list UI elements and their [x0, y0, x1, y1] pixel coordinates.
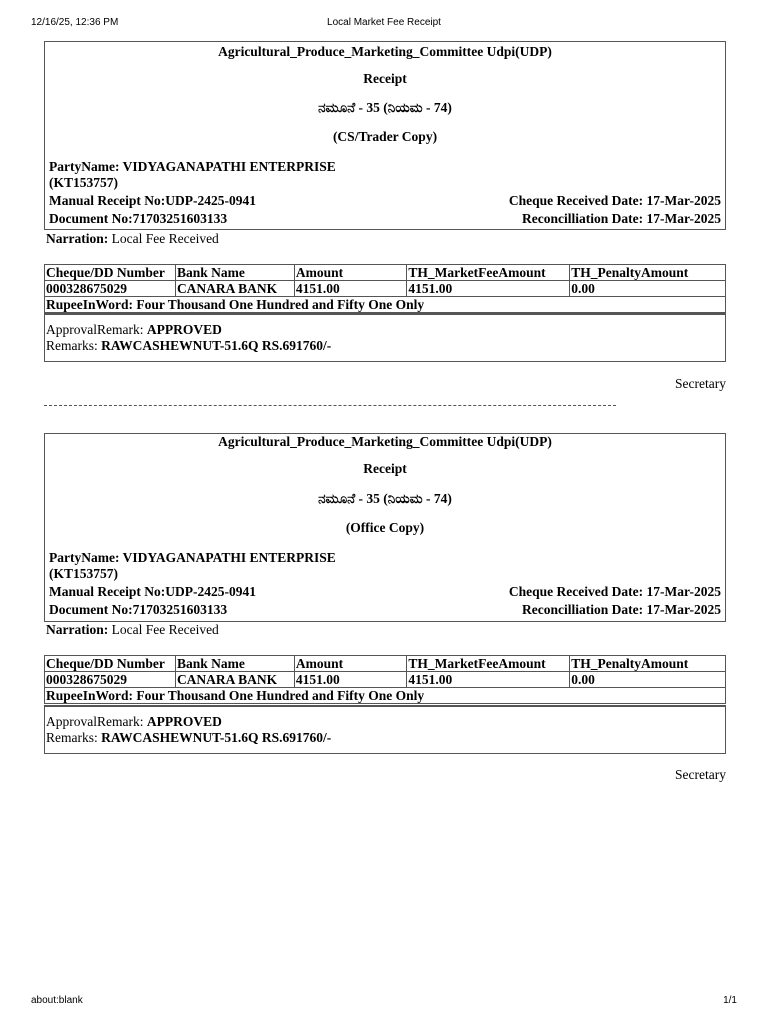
approval-value: APPROVED	[146, 322, 222, 337]
print-title: Local Market Fee Receipt	[327, 17, 441, 28]
table-header-cell: Amount	[294, 265, 407, 281]
table-header-cell: Bank Name	[175, 656, 294, 672]
rupee-in-word: RupeeInWord: Four Thousand One Hundred and Fifty One Only	[45, 297, 726, 313]
rupee-word-row	[45, 297, 726, 313]
party-code: (KT153757)	[49, 175, 118, 190]
copy-type: (Office Copy)	[345, 520, 425, 535]
cut-line-divider	[44, 405, 616, 406]
receipt-heading: Receipt	[363, 461, 407, 476]
receipt-office-copy	[44, 433, 726, 782]
bank-name-cell: CANARA BANK	[175, 672, 294, 688]
table-header-cell: Amount	[294, 656, 407, 672]
print-url: about:blank	[31, 995, 83, 1006]
narration-value: Local Fee Received	[111, 622, 219, 637]
penalty-cell: 0.00	[570, 672, 726, 688]
table-row	[45, 672, 726, 688]
secretary-signatory: Secretary	[675, 376, 726, 391]
table-header-row	[45, 656, 726, 672]
document-no: Document No:71703251603133	[49, 211, 228, 226]
table-header-cell: TH_PenaltyAmount	[570, 656, 726, 672]
approval-label: ApprovalRemark:	[46, 714, 144, 729]
table-header-cell: Cheque/DD Number	[45, 656, 176, 672]
payment-table	[44, 264, 726, 313]
print-header	[0, 17, 768, 31]
approval-remark	[46, 322, 724, 338]
committee-name: Agricultural_Produce_Marketing_Committee Udpi(UDP)	[218, 44, 552, 59]
receipt-header-box	[44, 433, 726, 622]
rupee-in-word: RupeeInWord: Four Thousand One Hundred and Fifty One Only	[45, 688, 726, 704]
cheque-number-cell: 000328675029	[45, 672, 176, 688]
party-code: (KT153757)	[49, 566, 118, 581]
rupee-word-row	[45, 688, 726, 704]
remarks-label: Remarks:	[46, 730, 98, 745]
secretary-signatory: Secretary	[675, 767, 726, 782]
remarks	[46, 338, 724, 354]
cheque-received-date: Cheque Received Date: 17-Mar-2025	[508, 193, 721, 208]
print-datetime: 12/16/25, 12:36 PM	[31, 17, 119, 28]
narration	[46, 231, 219, 247]
table-row	[45, 281, 726, 297]
receipt-header-box	[44, 41, 726, 230]
party-name: PartyName: VIDYAGANAPATHI ENTERPRISE	[49, 159, 336, 174]
table-header-cell: TH_MarketFeeAmount	[407, 265, 570, 281]
table-header-cell: Cheque/DD Number	[45, 265, 176, 281]
cheque-received-date: Cheque Received Date: 17-Mar-2025	[508, 584, 721, 599]
table-header-cell: TH_PenaltyAmount	[570, 265, 726, 281]
approval-value: APPROVED	[146, 714, 222, 729]
table-header-row	[45, 265, 726, 281]
remarks-label: Remarks:	[46, 338, 98, 353]
narration-label: Narration:	[46, 231, 109, 246]
print-page-number: 1/1	[723, 995, 737, 1006]
form-number: ನಮೂನೆ - 35 (ನಿಯಮ - 74)	[318, 491, 452, 506]
copy-type: (CS/Trader Copy)	[332, 129, 438, 144]
document-no: Document No:71703251603133	[49, 602, 228, 617]
remarks-box	[44, 705, 726, 754]
party-name: PartyName: VIDYAGANAPATHI ENTERPRISE	[49, 550, 336, 565]
remarks-value: RAWCASHEWNUT-51.6Q RS.691760/-	[101, 338, 332, 353]
market-fee-cell: 4151.00	[407, 672, 570, 688]
table-header-cell: Bank Name	[175, 265, 294, 281]
market-fee-cell: 4151.00	[407, 281, 570, 297]
manual-receipt-no: Manual Receipt No:UDP-2425-0941	[49, 584, 256, 599]
narration-value: Local Fee Received	[111, 231, 219, 246]
amount-cell: 4151.00	[294, 281, 407, 297]
remarks-box	[44, 313, 726, 362]
manual-receipt-no: Manual Receipt No:UDP-2425-0941	[49, 193, 256, 208]
cheque-number-cell: 000328675029	[45, 281, 176, 297]
form-number: ನಮೂನೆ - 35 (ನಿಯಮ - 74)	[318, 100, 452, 115]
amount-cell: 4151.00	[294, 672, 407, 688]
narration-label: Narration:	[46, 622, 109, 637]
remarks	[46, 730, 724, 746]
approval-label: ApprovalRemark:	[46, 322, 144, 337]
penalty-cell: 0.00	[570, 281, 726, 297]
approval-remark	[46, 714, 724, 730]
receipt-trader-copy	[44, 41, 726, 391]
remarks-value: RAWCASHEWNUT-51.6Q RS.691760/-	[101, 730, 332, 745]
committee-name: Agricultural_Produce_Marketing_Committee Udpi(UDP)	[218, 434, 552, 449]
reconciliation-date: Reconcilliation Date: 17-Mar-2025	[522, 602, 721, 617]
narration	[46, 622, 219, 638]
bank-name-cell: CANARA BANK	[175, 281, 294, 297]
receipt-heading: Receipt	[363, 71, 407, 86]
reconciliation-date: Reconcilliation Date: 17-Mar-2025	[522, 211, 721, 226]
table-header-cell: TH_MarketFeeAmount	[407, 656, 570, 672]
payment-table	[44, 655, 726, 704]
print-footer	[0, 995, 768, 1009]
